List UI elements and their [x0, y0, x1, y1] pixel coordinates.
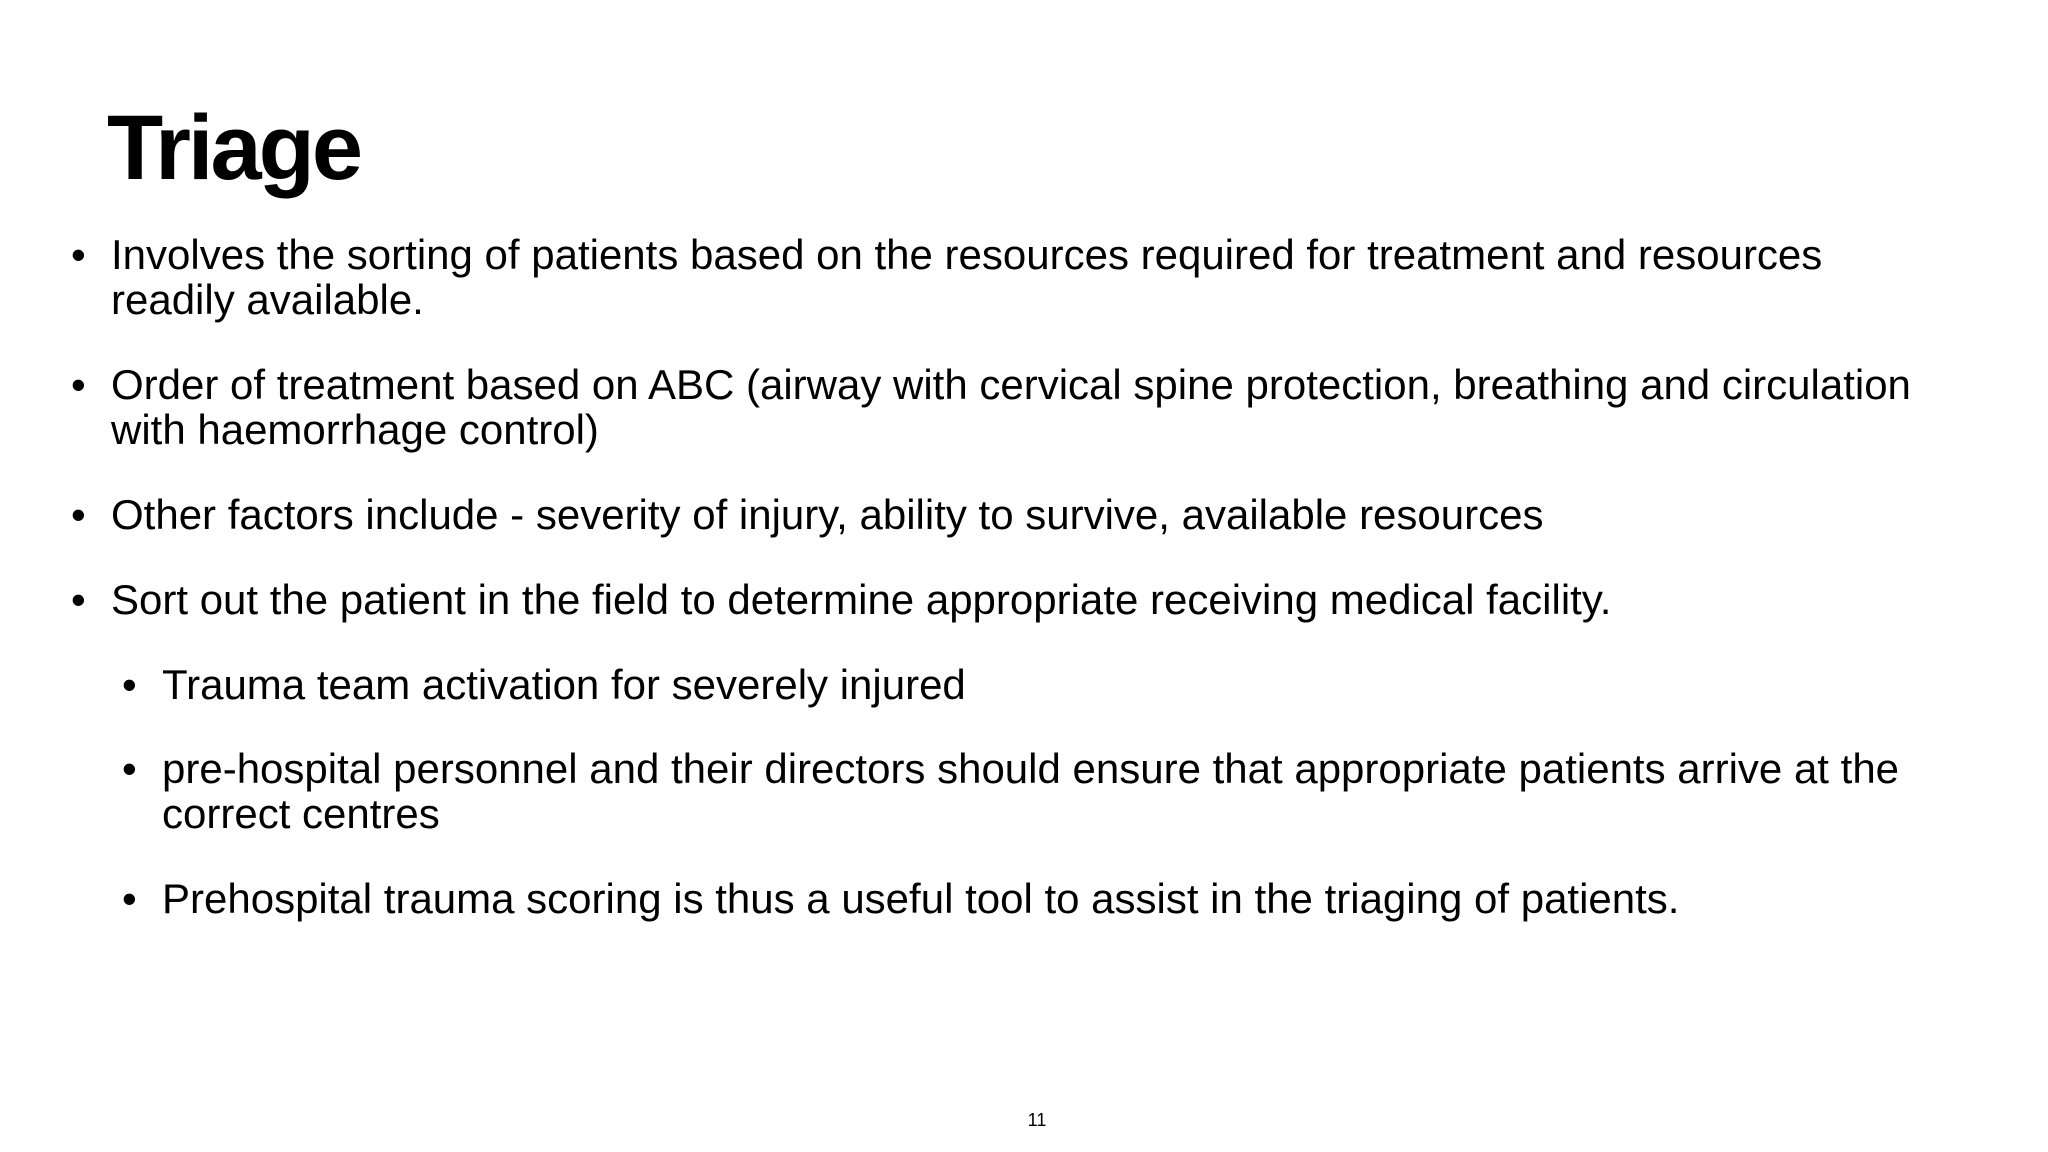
bullet-text: pre-hospital personnel and their directors should ensure that appropriate patients arrive at the correct centres: [162, 745, 1900, 837]
bullet-dot: •: [122, 745, 137, 792]
page-number: 11: [1027, 1110, 1047, 1130]
bullet-dot: •: [71, 576, 86, 623]
bullet-text: Sort out the patient in the field to determine appropriate receiving medical facility.: [111, 576, 1612, 623]
sub-bullet-item: [122, 661, 1932, 708]
sub-bullet-item: [122, 875, 1932, 922]
bullet-text: Involves the sorting of patients based on the resources required for treatment and resources readily available.: [111, 231, 1823, 323]
bullet-text: Order of treatment based on ABC (airway with cervical spine protection, breathing and circulation with haemorrhage control): [111, 361, 1911, 453]
sub-bullet-item: [122, 745, 1932, 837]
bullet-item: [71, 491, 1931, 538]
bullet-dot: •: [122, 661, 137, 708]
bullet-item: [71, 231, 1931, 323]
bullet-text: Other factors include - severity of injury, ability to survive, available resources: [111, 491, 1544, 538]
slide-title: Triage: [107, 97, 361, 199]
bullet-item: [71, 361, 1931, 453]
bullet-dot: •: [122, 875, 137, 922]
bullet-text: Prehospital trauma scoring is thus a useful tool to assist in the triaging of patients.: [162, 875, 1680, 922]
bullet-text: Trauma team activation for severely injured: [162, 661, 966, 708]
bullet-dot: •: [71, 231, 86, 278]
bullet-dot: •: [71, 361, 86, 408]
bullet-dot: •: [71, 491, 86, 538]
bullet-item: [71, 576, 1931, 623]
